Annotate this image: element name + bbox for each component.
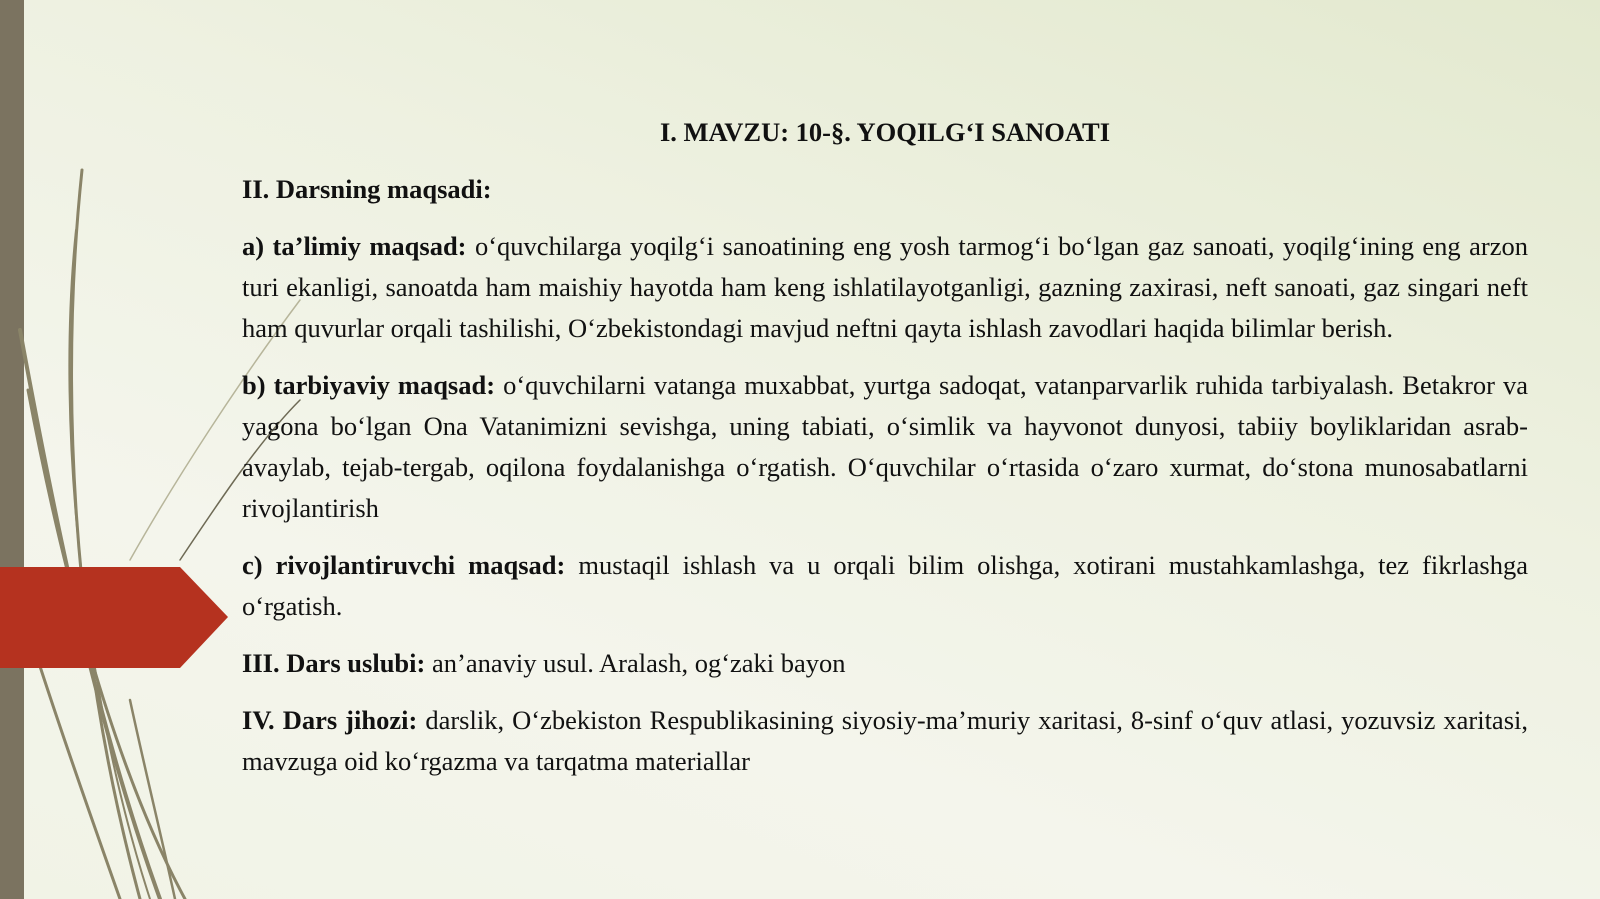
red-arrow-tab — [0, 567, 228, 668]
section-method — [242, 643, 1528, 684]
section-goals-heading — [242, 169, 1528, 210]
goal-upbringing — [242, 365, 1528, 529]
goal-label: a) ta’limiy maqsad: — [242, 231, 467, 261]
goal-text: o‘quvchilarga yoqilg‘i sanoatining eng yosh tarmog‘i bo‘lgan gaz sanoati, yoqilg‘ining eng arzon turi ekanligi, sanoatda ham maishiy hayotda ham keng ishlatilayotganligi, gazning zaxirasi, neft sanoati, gaz singari neft ham quvurlar orqali tashilishi, O‘zbekistondagi mavjud neftni qayta ishlash zavodlari haqida bilimlar berish. — [242, 231, 1529, 343]
lesson-title: I. MAVZU: 10-§. YOQILG‘I SANOATI — [659, 117, 1111, 147]
section-text: darslik, O‘zbekiston Respublikasining siyosiy-ma’muriy xaritasi, 8-sinf o‘quv atlasi, yozuvsiz xaritasi, mavzuga oid ko‘rgazma va tarqatma materiallar — [242, 705, 1528, 776]
goal-text: mustaqil ishlash va u orqali bilim olishga, xotirani mustahkamlashga, tez fikrlashga o‘rgatish. — [242, 550, 1529, 621]
goal-label: b) tarbiyaviy maqsad: — [242, 370, 496, 400]
goal-developmental — [242, 545, 1528, 627]
goal-label: c) rivojlantiruvchi maqsad: — [242, 550, 566, 580]
section-equipment — [242, 700, 1528, 782]
goal-educational — [242, 226, 1528, 349]
section-label: IV. Dars jihozi: — [242, 705, 418, 735]
section-label: II. Darsning maqsadi: — [242, 174, 492, 204]
section-text: an’anaviy usul. Aralash, og‘zaki bayon — [425, 648, 846, 678]
lesson-plan-content — [242, 112, 1528, 798]
curve-stroke-8 — [130, 700, 175, 899]
goal-text: o‘quvchilarni vatanga muxabbat, yurtga sadoqat, vatanparvarlik ruhida tarbiyalash. Betakror va yagona bo‘lgan Ona Vatanimizni sevishga, uning tabiati, o‘simlik va hayvonot dunyosi, tabiiy boyliklaridan asrab-avaylab, tejab-tergab, oqilona foydalanishga o‘rgatish. O‘quvchilar o‘rtasida o‘zaro xurmat, do‘stona munosabatlarni rivojlantirish — [242, 370, 1528, 523]
section-label: III. Dars uslubi: — [242, 648, 426, 678]
